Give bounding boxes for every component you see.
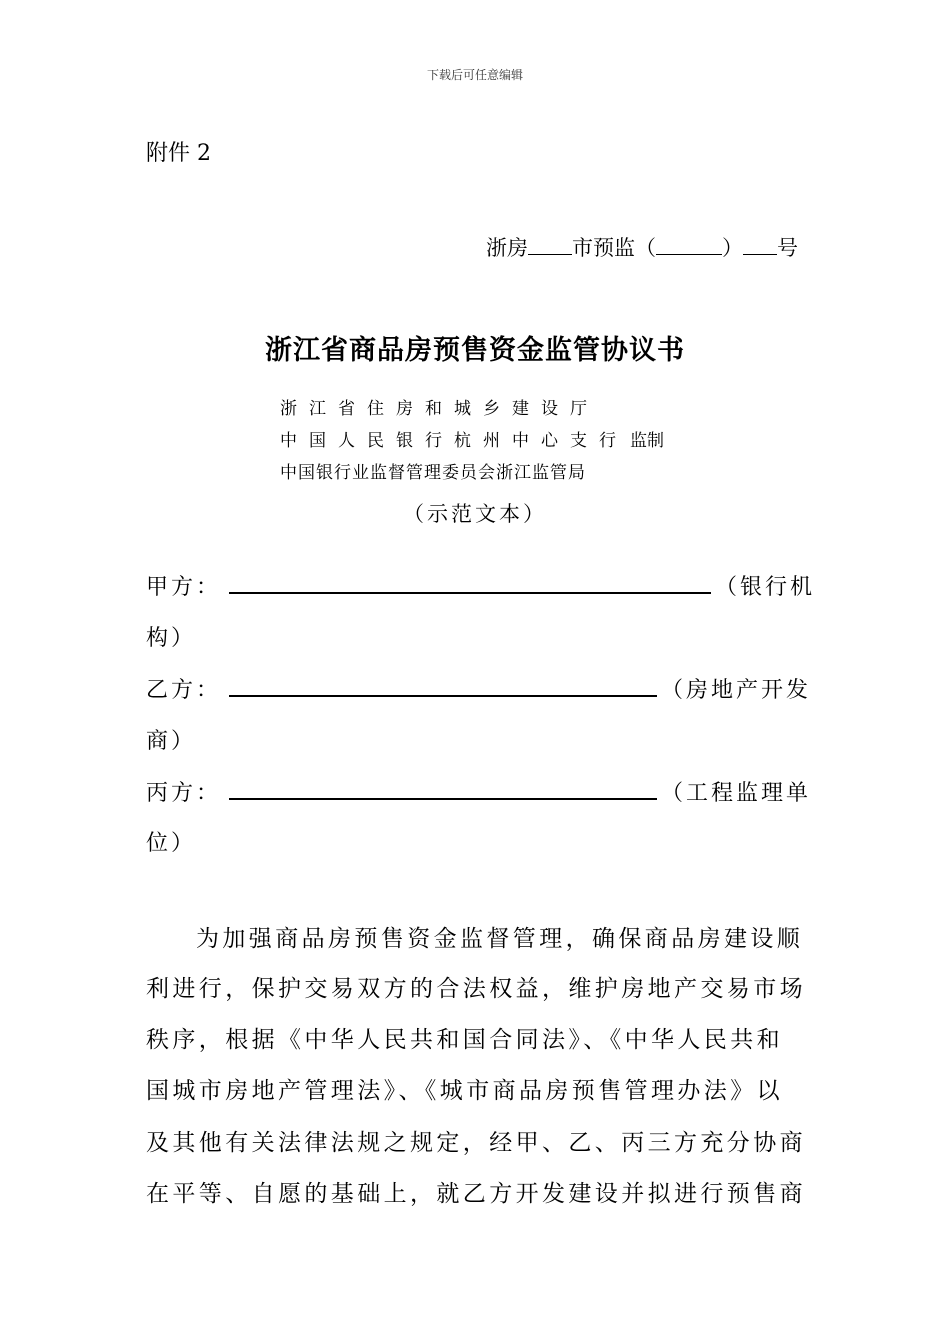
issuer-3: 中国银行业监督管理委员会浙江监管局: [280, 463, 586, 483]
doc-number-mid: 市预监（: [572, 236, 656, 260]
party-b-type: （房地产开发: [661, 678, 812, 703]
issuer-2-row: [280, 426, 664, 451]
document-title: 浙江省商品房预售资金监管协议书: [265, 335, 685, 366]
party-a-blank: [229, 570, 711, 594]
party-c-type: （工程监理单: [661, 781, 812, 806]
party-c-type-cont: 位）: [146, 831, 197, 856]
party-a-label: 甲方：: [146, 575, 222, 600]
body-line-4: 国城市房地产管理法》、《城市商品房预售管理办法》以: [146, 1078, 783, 1104]
doc-number-blank-year: [656, 234, 722, 255]
doc-number-prefix: 浙房: [486, 236, 528, 260]
issuer-role: 监制: [630, 431, 664, 451]
body-line-1: 为加强商品房预售资金监督管理，确保商品房建设顺: [196, 926, 804, 952]
doc-number-close: ）: [722, 236, 743, 260]
body-line-3: 秩序，根据《中华人民共和国合同法》、《中华人民共和: [146, 1027, 783, 1053]
doc-number-blank-city: [528, 234, 572, 255]
issuer-2: 中国人民银行杭州中心支行: [280, 431, 628, 451]
issuer-1: 浙江省住房和城乡建设厅: [280, 399, 599, 419]
body-line-2: 利进行，保护交易双方的合法权益，维护房地产交易市场: [146, 976, 806, 1002]
party-b-label: 乙方：: [146, 678, 222, 703]
body-line-6: 在平等、自愿的基础上，就乙方开发建设并拟进行预售商: [146, 1181, 806, 1207]
attachment-label: 附件 2: [146, 141, 211, 166]
party-b-type-cont: 商）: [146, 729, 197, 754]
party-b-row: [146, 673, 811, 704]
document-number: [486, 232, 798, 262]
header-note: 下载后可任意编辑: [426, 68, 523, 82]
party-c-blank: [229, 776, 657, 800]
party-a-type-cont: 构）: [146, 626, 197, 651]
doc-number-blank-serial: [743, 234, 777, 255]
sample-text-label: （示范文本）: [403, 502, 547, 526]
party-a-row: [146, 570, 815, 601]
party-c-row: [146, 776, 811, 807]
doc-number-suffix: 号: [777, 236, 798, 260]
party-b-blank: [229, 673, 657, 697]
party-a-type: （银行机: [715, 575, 816, 600]
party-c-label: 丙方：: [146, 781, 222, 806]
body-line-5: 及其他有关法律法规之规定，经甲、乙、丙三方充分协商: [146, 1130, 806, 1156]
